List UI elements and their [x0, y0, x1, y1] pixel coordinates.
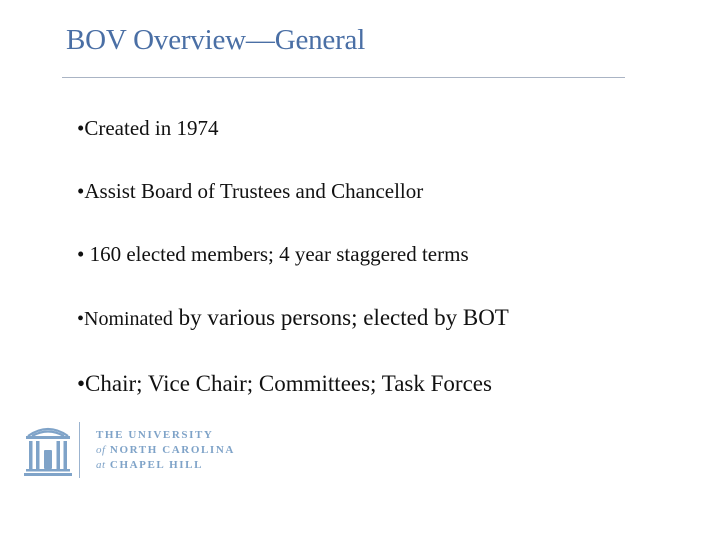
logo-line-2-text: NORTH CAROLINA: [105, 444, 235, 456]
unc-logo: [22, 420, 252, 482]
bullet-assist: •Assist Board of Trustees and Chancellor: [77, 179, 424, 203]
bullet-members: • 160 elected members; 4 year staggered terms: [77, 242, 469, 266]
bullet-nominated-rest: by various persons; elected by BOT: [172, 305, 509, 330]
title-divider: [62, 77, 625, 78]
logo-divider: [79, 422, 80, 478]
bullet-created: •Created in 1974: [77, 116, 219, 140]
logo-line-2: [96, 443, 235, 458]
logo-line-1: THE UNIVERSITY: [96, 429, 214, 441]
slide-title: BOV Overview—General: [66, 24, 366, 56]
bullet-nominated-lead: •Nominated: [77, 308, 173, 330]
bullet-nominated: [77, 305, 509, 331]
old-well-icon: [22, 420, 74, 480]
logo-line-3: [96, 458, 235, 473]
logo-line-2-prefix: of: [96, 444, 106, 456]
bullet-chair: •Chair; Vice Chair; Committees; Task Forces: [77, 371, 492, 396]
logo-line-3-prefix: at: [96, 459, 106, 471]
logo-line-3-text: CHAPEL HILL: [105, 459, 204, 471]
logo-wordmark: [96, 428, 235, 473]
